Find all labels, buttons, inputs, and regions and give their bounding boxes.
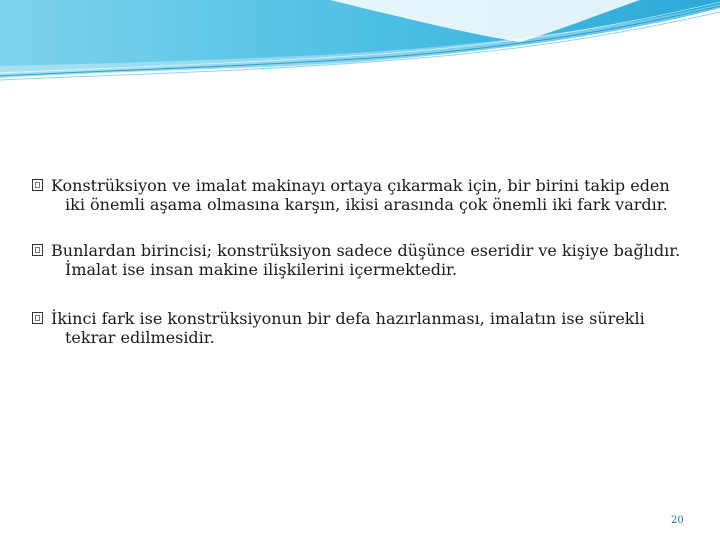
unknown-glyph-box-icon	[32, 179, 43, 191]
bullet-text: Konstrüksiyon ve imalat makinayı ortaya çıkarmak için, bir birini takip eden iki önemli aşama olmasına karşın, ikisi arasında çok önemli iki fark vardır.	[51, 176, 670, 214]
unknown-glyph-box-icon	[32, 312, 43, 324]
header-wave-decoration	[0, 0, 720, 90]
bullet-text: İkinci fark ise konstrüksiyonun bir defa hazırlanması, imalatın ise sürekli tekrar edilmesidir.	[51, 309, 645, 347]
bullet-item	[32, 309, 692, 347]
slide-body	[32, 176, 692, 374]
page-number: 20	[671, 515, 684, 526]
bullet-item	[32, 176, 692, 214]
bullet-item	[32, 241, 692, 279]
unknown-glyph-box-icon	[32, 244, 43, 256]
bullet-text: Bunlardan birincisi; konstrüksiyon sadece düşünce eseridir ve kişiye bağlıdır. İmalat ise insan makine ilişkilerini içermektedir.	[51, 241, 681, 279]
